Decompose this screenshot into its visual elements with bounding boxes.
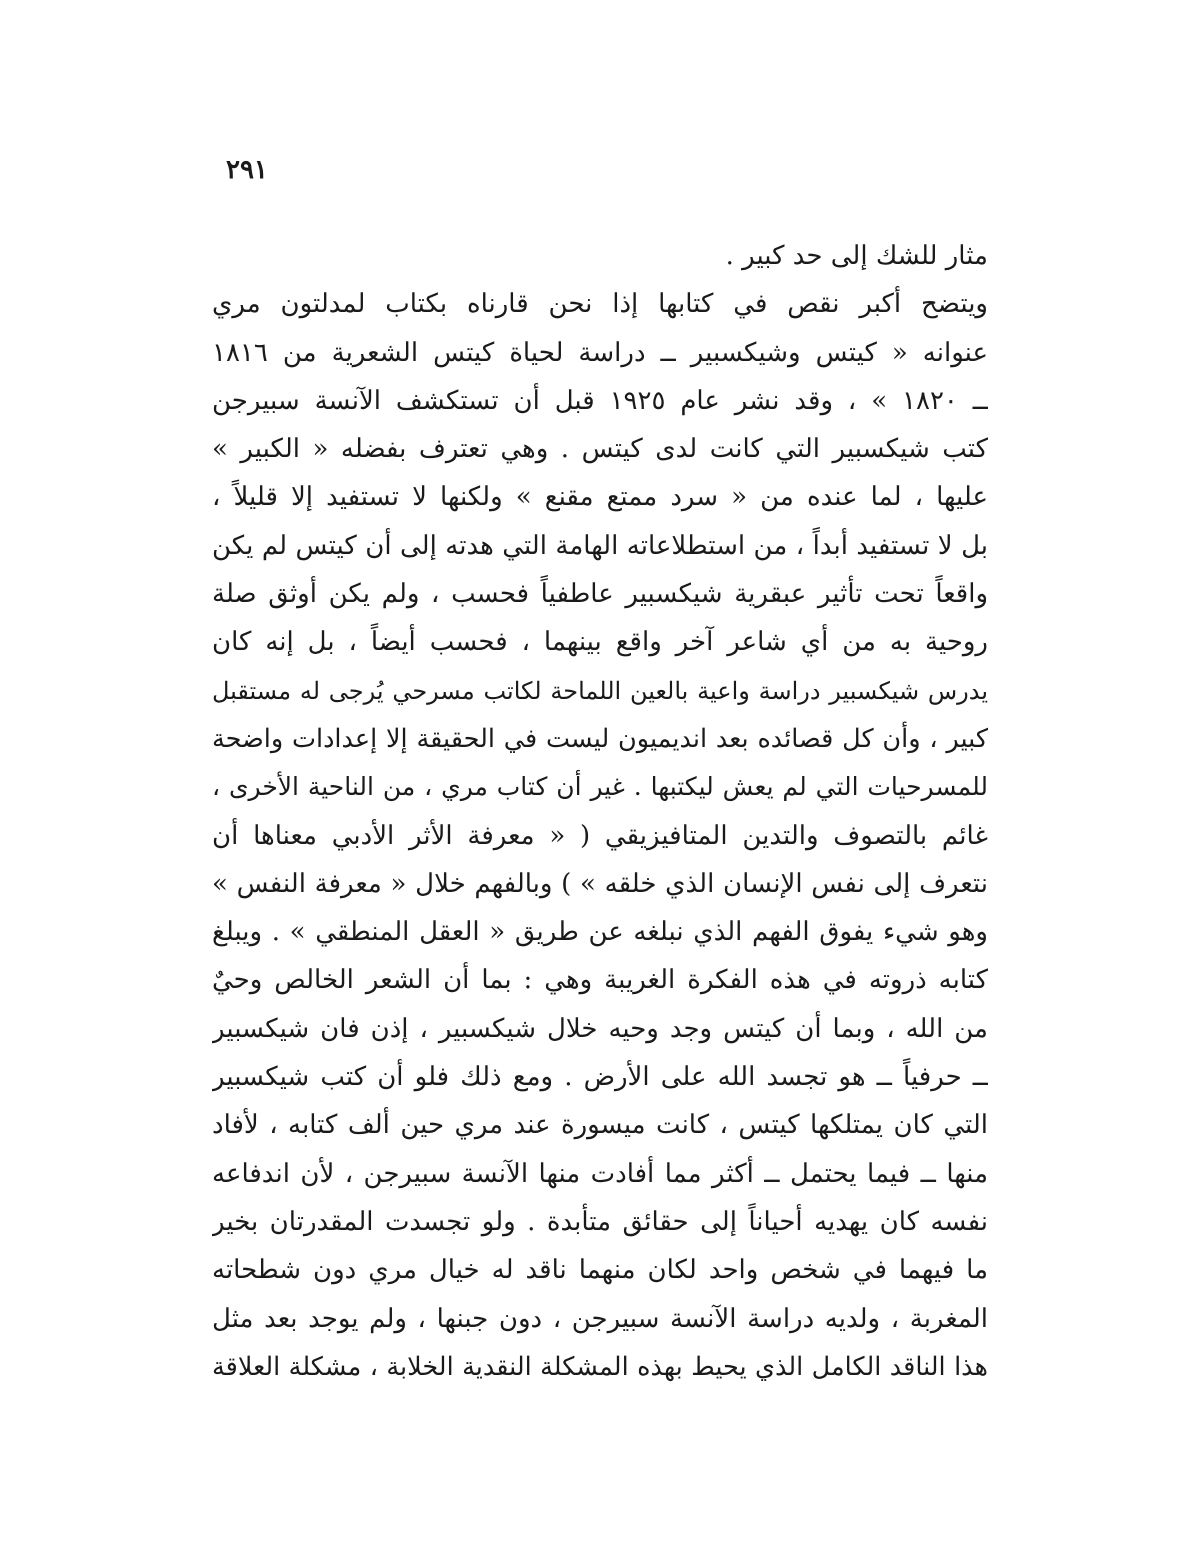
body-text — [212, 232, 988, 1391]
text-line: روحية به من أي شاعر آخر واقع بينهما ، فحسب أيضاً ، بل إنه كان — [212, 627, 988, 658]
text-line: هذا الناقد الكامل الذي يحيط بهذه المشكلة النقدية الخلابة ، مشكلة العلاقة — [212, 1351, 988, 1382]
text-line: بل لا تستفيد أبداً ، من استطلاعاته الهامة التي هدته إلى أن كيتس لم يكن — [212, 530, 988, 561]
text-line: غائم بالتصوف والتدين المتافيزيقي ( « معرفة الأثر الأدبي معناها أن — [212, 820, 988, 851]
text-line: عليها ، لما عنده من « سرد ممتع مقنع » ولكنها لا تستفيد إلا قليلاً ، — [212, 482, 988, 513]
text-line: ويتضح أكبر نقص في كتابها إذا نحن قارناه بكتاب لمدلتون مري — [212, 289, 988, 320]
text-line: يدرس شيكسبير دراسة واعية بالعين اللماحة لكاتب مسرحي يُرجى له مستقبل — [212, 676, 988, 705]
text-line: كتابه ذروته في هذه الفكرة الغريبة وهي : بما أن الشعر الخالص وحيٌ — [212, 965, 988, 996]
text-line: كبير ، وأن كل قصائده بعد انديميون ليست في الحقيقة إلا إعدادات واضحة — [212, 723, 988, 754]
text-line: واقعاً تحت تأثير عبقرية شيكسبير عاطفياً فحسب ، ولم يكن أوثق صلة — [212, 579, 988, 610]
text-line: من الله ، وبما أن كيتس وجد وحيه خلال شيكسبير ، إذن فان شيكسبير — [212, 1013, 988, 1044]
text-line: المغربة ، ولديه دراسة الآنسة سبيرجن ، دون جبنها ، ولم يوجد بعد مثل — [212, 1303, 988, 1334]
page-number: ٢٩١ — [226, 155, 268, 185]
text-line: ــ ١٨٢٠ » ، وقد نشر عام ١٩٢٥ قبل أن تستكشف الآنسة سبيرجن — [212, 385, 988, 416]
text-line: كتب شيكسبير التي كانت لدى كيتس . وهي تعترف بفضله « الكبير » — [212, 434, 988, 465]
text-line: التي كان يمتلكها كيتس ، كانت ميسورة عند مري حين ألف كتابه ، لأفاد — [212, 1110, 988, 1141]
text-line: عنوانه « كيتس وشيكسبير ــ دراسة لحياة كيتس الشعرية من ١٨١٦ — [212, 337, 988, 368]
text-line: منها ــ فيما يحتمل ــ أكثر مما أفادت منها الآنسة سبيرجن ، لأن اندفاعه — [212, 1158, 988, 1189]
text-line: ــ حرفياً ــ هو تجسد الله على الأرض . ومع ذلك فلو أن كتب شيكسبير — [212, 1062, 988, 1093]
text-line: نتعرف إلى نفس الإنسان الذي خلقه » ) وبالفهم خلال « معرفة النفس » — [212, 868, 988, 899]
text-line: مثار للشك إلى حد كبير . — [725, 241, 988, 271]
text-line: ما فيهما في شخص واحد لكان منهما ناقد له خيال مري دون شطحاته — [212, 1255, 988, 1286]
text-line: وهو شيء يفوق الفهم الذي نبلغه عن طريق « العقل المنطقي » . ويبلغ — [212, 917, 988, 948]
text-line: للمسرحيات التي لم يعش ليكتبها . غير أن كتاب مري ، من الناحية الأخرى ، — [212, 772, 988, 802]
text-line: نفسه كان يهديه أحياناً إلى حقائق متأبدة . ولو تجسدت المقدرتان بخير — [212, 1206, 988, 1237]
